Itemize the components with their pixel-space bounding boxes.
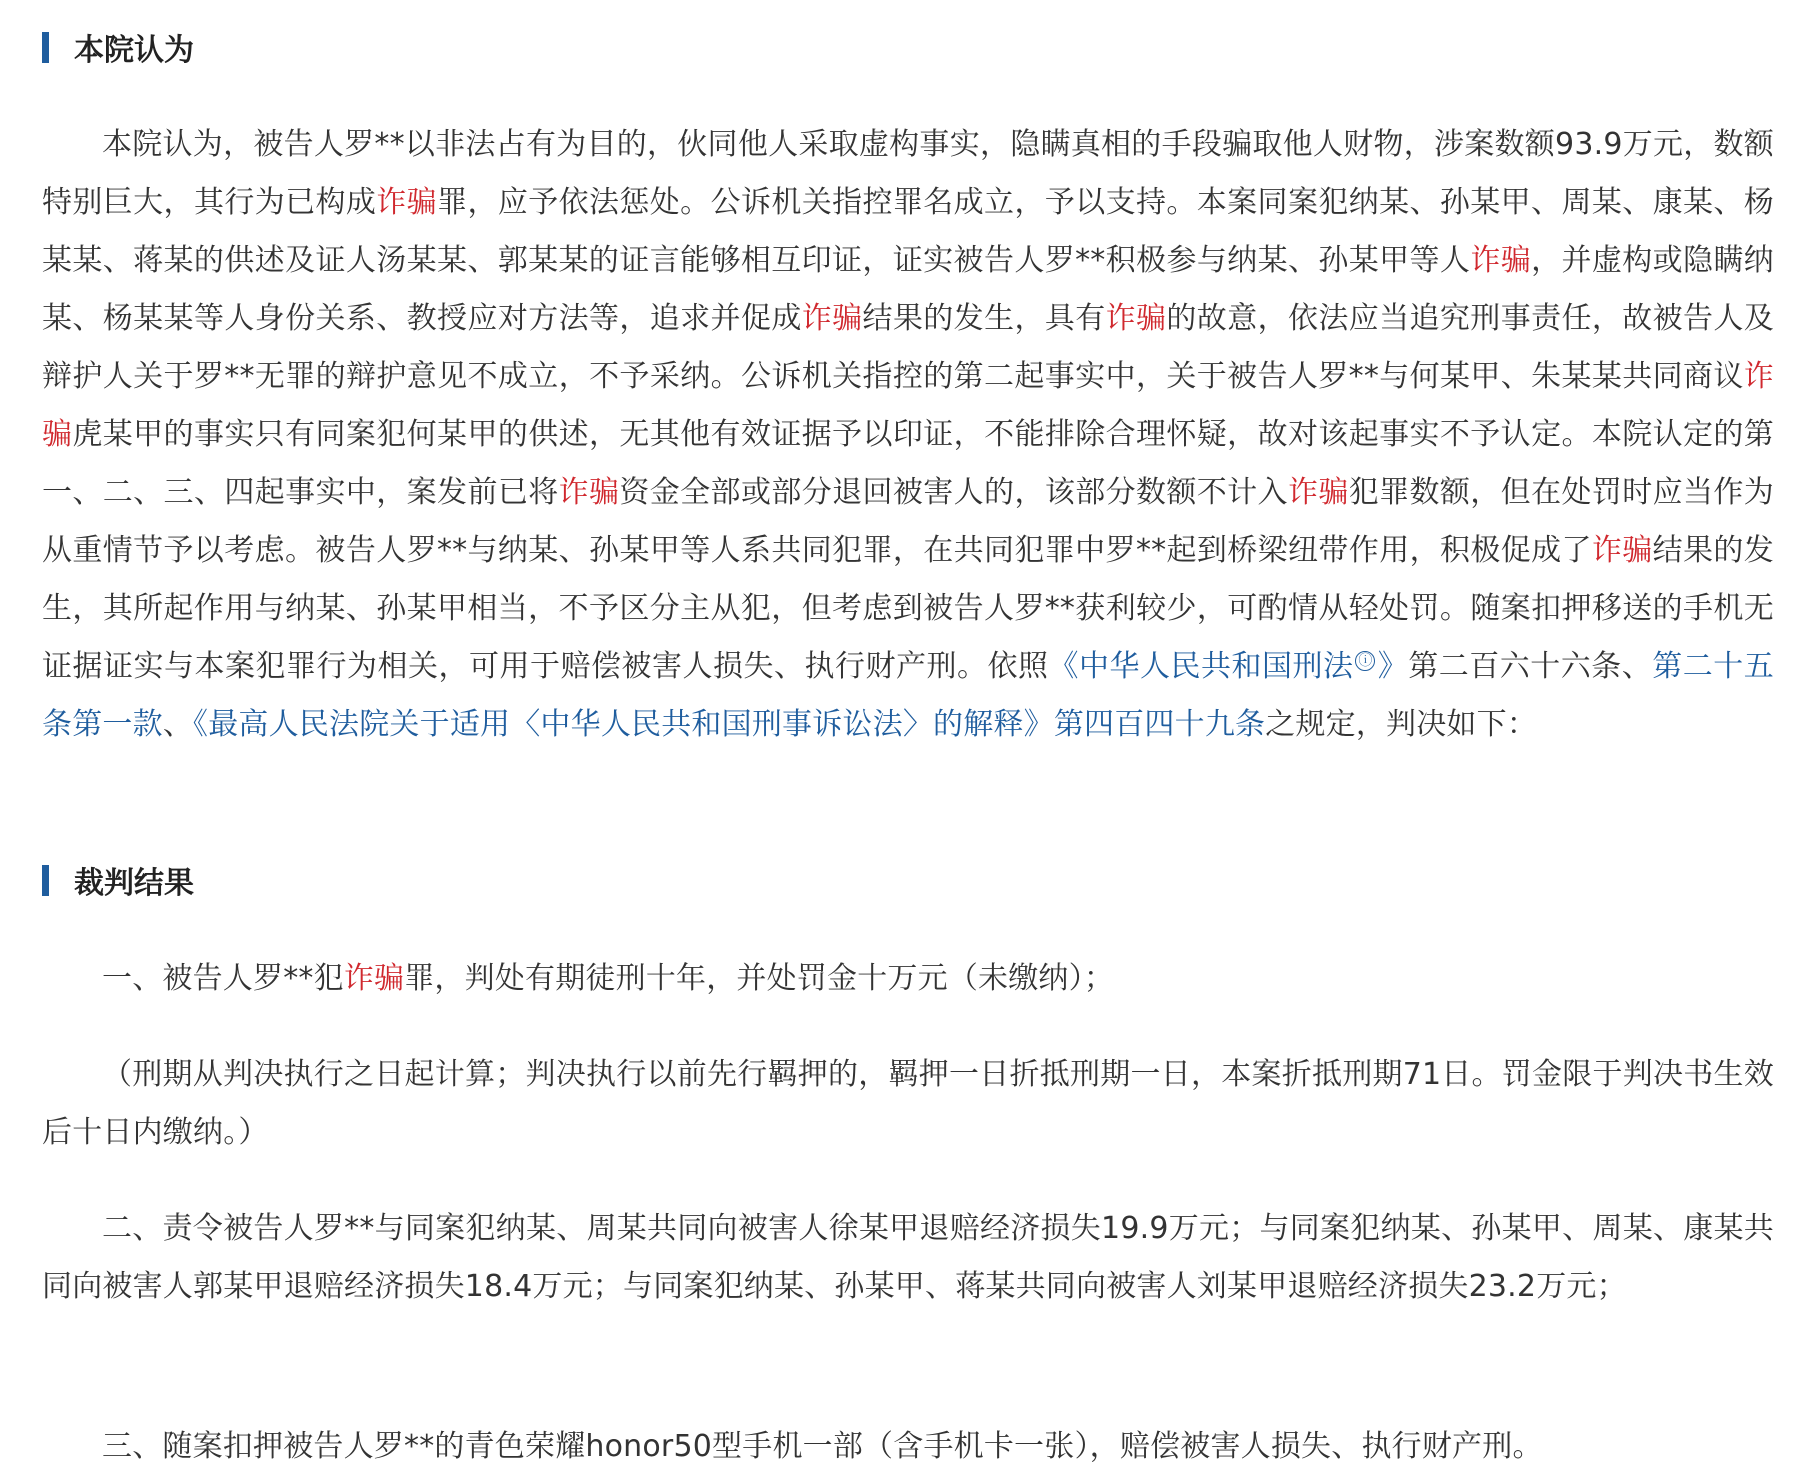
article-25-link[interactable]: 第二十五条第一款 [42, 649, 1774, 742]
text-segment: 本院认为，被告人罗**以非法占有为目的，伙同他人采取虚构事实，隐瞒真相的手段骗取他人财物，涉案数额93.9万元，数额特别巨大，其行为已构成 [42, 127, 1774, 220]
verdict-item-1-note: （刑期从判决执行之日起计算；判决执行以前先行羁押的，羁押一日折抵刑期一日，本案折抵刑期71日。罚金限于判决书生效后十日内缴纳。） [42, 1057, 1774, 1150]
highlighted-term: 诈骗 [1470, 243, 1532, 278]
heading-accent-bar [42, 865, 49, 896]
text-segment: 犯罪数额，但在处罚时应当作为从重情节予以考虑。被告人罗**与纳某、孙某甲等人系共同犯罪，在共同犯罪中罗**起到桥梁纽带作用，积极促成了 [42, 475, 1774, 568]
text-segment: 罪，应予依法惩处。公诉机关指控罪名成立，予以支持。本案同案犯纳某、孙某甲、周某、康某、杨某某、蒋某的供述及证人汤某某、郭某某的证言能够相互印证，证实被告人罗**积极参与纳某、孙某甲等人 [42, 185, 1774, 278]
verdict-item-3: 三、随案扣押被告人罗**的青色荣耀honor50型手机一部（含手机卡一张），赔偿被害人损失、执行财产刑。 [102, 1429, 1543, 1464]
highlighted-term: 诈骗 [1591, 533, 1653, 568]
text-segment: 资金全部或部分退回被害人的，该部分数额不计入 [619, 475, 1288, 510]
highlighted-term: 诈骗 [343, 961, 405, 996]
opinion-paragraph [42, 116, 1774, 754]
section-title: 裁判结果 [74, 866, 194, 901]
section-title: 本院认为 [74, 33, 194, 68]
verdict-item-2: 二、责令被告人罗**与同案犯纳某、周某共同向被害人徐某甲退赔经济损失19.9万元；与同案犯纳某、孙某甲、周某、康某共同向被害人郭某甲退赔经济损失18.4万元；与同案犯纳某、孙某甲、蒋某共同向被害人刘某甲退赔经济损失23.2万元； [42, 1211, 1774, 1304]
info-icon[interactable]: ⓘ [1355, 651, 1375, 671]
text-segment: 一、被告人罗**犯 [102, 961, 344, 996]
highlighted-term: 诈骗 [801, 301, 863, 336]
text-segment: 的故意，依法应当追究刑事责任，故被告人及辩护人关于罗**无罪的辩护意见不成立，不予采纳。公诉机关指控的第二起事实中，关于被告人罗**与何某甲、朱某某共同商议 [42, 301, 1775, 394]
heading-accent-bar [42, 32, 49, 63]
verdict-item-1 [42, 950, 1774, 1008]
text-segment: 第二百六十六条、 [1408, 649, 1653, 684]
highlighted-term: 诈骗 [376, 185, 438, 220]
interpretation-link[interactable]: 《最高人民法院关于适用〈中华人民共和国刑事诉讼法〉的解释》 [193, 707, 1054, 742]
criminal-law-link[interactable]: 《中华人民共和国刑法 [1048, 649, 1354, 684]
text-segment: 罪，判处有期徒刑十年，并处罚金十万元（未缴纳）； [404, 961, 1115, 996]
highlighted-term: 诈骗 [1287, 475, 1349, 510]
article-449-link[interactable]: 第四百四十九条 [1053, 707, 1266, 742]
highlighted-term: 诈骗 [42, 359, 1774, 452]
text-segment: ，并虚构或隐瞒纳某、杨某某等人身份关系、教授应对方法等，追求并促成 [42, 243, 1774, 336]
highlighted-term: 诈骗 [1105, 301, 1167, 336]
text-segment: 虎某甲的事实只有同案犯何某甲的供述，无其他有效证据予以印证，不能排除合理怀疑，故对该起事实不予认定。本院认定的第一、二、三、四起事实中，案发前已将 [42, 417, 1774, 510]
section-heading-verdict [42, 860, 194, 900]
text-segment: 结果的发生，具有 [862, 301, 1106, 336]
highlighted-term: 诈骗 [558, 475, 620, 510]
text-segment: 之规定，判决如下： [1265, 707, 1538, 742]
text-segment: 、 [162, 707, 194, 742]
criminal-law-link-close[interactable]: 》 [1377, 649, 1409, 684]
text-segment: 结果的发生，其所起作用与纳某、孙某甲相当，不予区分主从犯，但考虑到被告人罗**获利较少，可酌情从轻处罚。随案扣押移送的手机无证据证实与本案犯罪行为相关，可用于赔偿被害人损失、执行财产刑。依照 [42, 533, 1774, 684]
section-heading-opinion [42, 27, 194, 67]
